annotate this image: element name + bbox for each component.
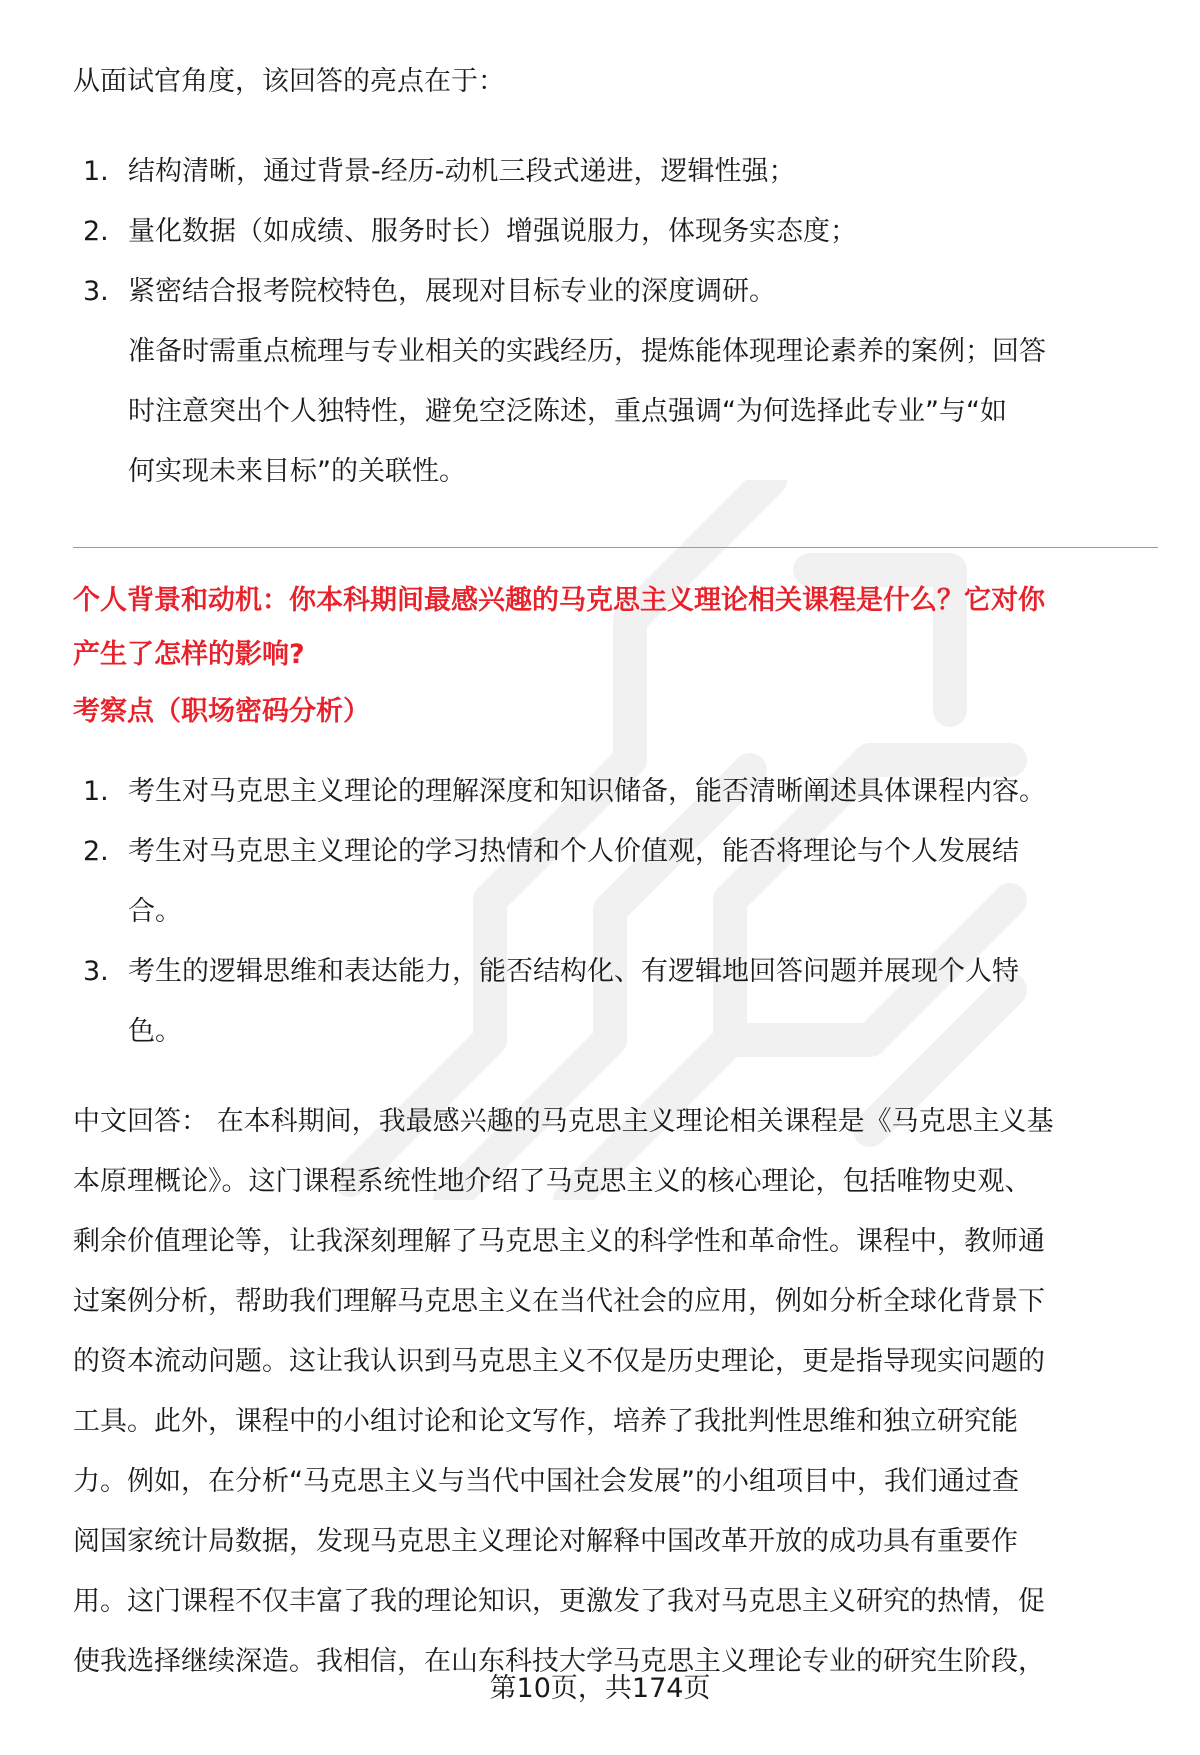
prep-note-line: 时注意突出个人独特性，避免空泛陈述，重点强调“为何选择此专业”与“如 — [128, 396, 1007, 427]
answer-line: 的资本流动问题。这让我认识到马克思主义不仅是历史理论，更是指导现实问题的 — [73, 1346, 1045, 1377]
answer-line: 用。这门课程不仅丰富了我的理论知识，更激发了我对马克思主义研究的热情，促 — [73, 1586, 1045, 1617]
prep-note — [128, 322, 1046, 502]
list-text: 色。 — [128, 1016, 182, 1047]
list-text: 结构清晰，通过背景-经历-动机三段式递进，逻辑性强； — [128, 156, 796, 187]
list-text: 考生对马克思主义理论的学习热情和个人价值观，能否将理论与个人发展结 — [128, 836, 1019, 867]
list-number: 2. — [83, 216, 109, 247]
section-divider — [73, 547, 1158, 548]
list-number: 1. — [83, 156, 109, 187]
list-item — [73, 262, 857, 322]
question-line: 个人背景和动机：你本科期间最感兴趣的马克思主义理论相关课程是什么？它对你 — [73, 585, 1045, 616]
kaochadian-heading: 考察点（职场密码分析） — [73, 696, 370, 727]
kaochadian-list — [73, 762, 1046, 1062]
question-heading — [73, 574, 1045, 682]
question-line: 产生了怎样的影响? — [73, 639, 305, 670]
intro-text: 从面试官角度，该回答的亮点在于： — [73, 66, 505, 97]
list-text: 考生的逻辑思维和表达能力，能否结构化、有逻辑地回答问题并展现个人特 — [128, 956, 1019, 987]
answer-line: 过案例分析，帮助我们理解马克思主义在当代社会的应用，例如分析全球化背景下 — [73, 1286, 1045, 1317]
list-text: 合。 — [128, 896, 182, 927]
list-item — [73, 762, 1046, 822]
page-number-footer: 第10页，共174页 — [489, 1673, 711, 1704]
answer-line: 力。例如，在分析“马克思主义与当代中国社会发展”的小组项目中，我们通过查 — [73, 1466, 1019, 1497]
answer-line: 阅国家统计局数据，发现马克思主义理论对解释中国改革开放的成功具有重要作 — [73, 1526, 1018, 1557]
highlights-list — [73, 142, 857, 322]
list-text: 量化数据（如成绩、服务时长）增强说服力，体现务实态度； — [128, 216, 857, 247]
list-number: 3. — [83, 276, 109, 307]
answer-line: 剩余价值理论等，让我深刻理解了马克思主义的科学性和革命性。课程中，教师通 — [73, 1226, 1045, 1257]
list-number: 3. — [83, 956, 109, 987]
answer-paragraph — [73, 1092, 1054, 1692]
list-item — [73, 202, 857, 262]
list-text: 考生对马克思主义理论的理解深度和知识储备，能否清晰阐述具体课程内容。 — [128, 776, 1046, 807]
answer-line: 本原理概论》。这门课程系统性地介绍了马克思主义的核心理论，包括唯物史观、 — [73, 1166, 1032, 1197]
prep-note-line: 何实现未来目标”的关联性。 — [128, 456, 466, 487]
answer-line: 工具。此外，课程中的小组讨论和论文写作，培养了我批判性思维和独立研究能 — [73, 1406, 1018, 1437]
prep-note-line: 准备时需重点梳理与专业相关的实践经历，提炼能体现理论素养的案例；回答 — [128, 336, 1046, 367]
list-number: 2. — [83, 836, 109, 867]
answer-line: 中文回答： 在本科期间，我最感兴趣的马克思主义理论相关课程是《马克思主义基 — [73, 1106, 1054, 1137]
list-item — [73, 942, 1046, 1062]
list-item — [73, 822, 1046, 942]
list-item — [73, 142, 857, 202]
answer-line: 使我选择继续深造。我相信，在山东科技大学马克思主义理论专业的研究生阶段， — [73, 1646, 1045, 1677]
list-number: 1. — [83, 776, 109, 807]
list-text: 紧密结合报考院校特色，展现对目标专业的深度调研。 — [128, 276, 776, 307]
